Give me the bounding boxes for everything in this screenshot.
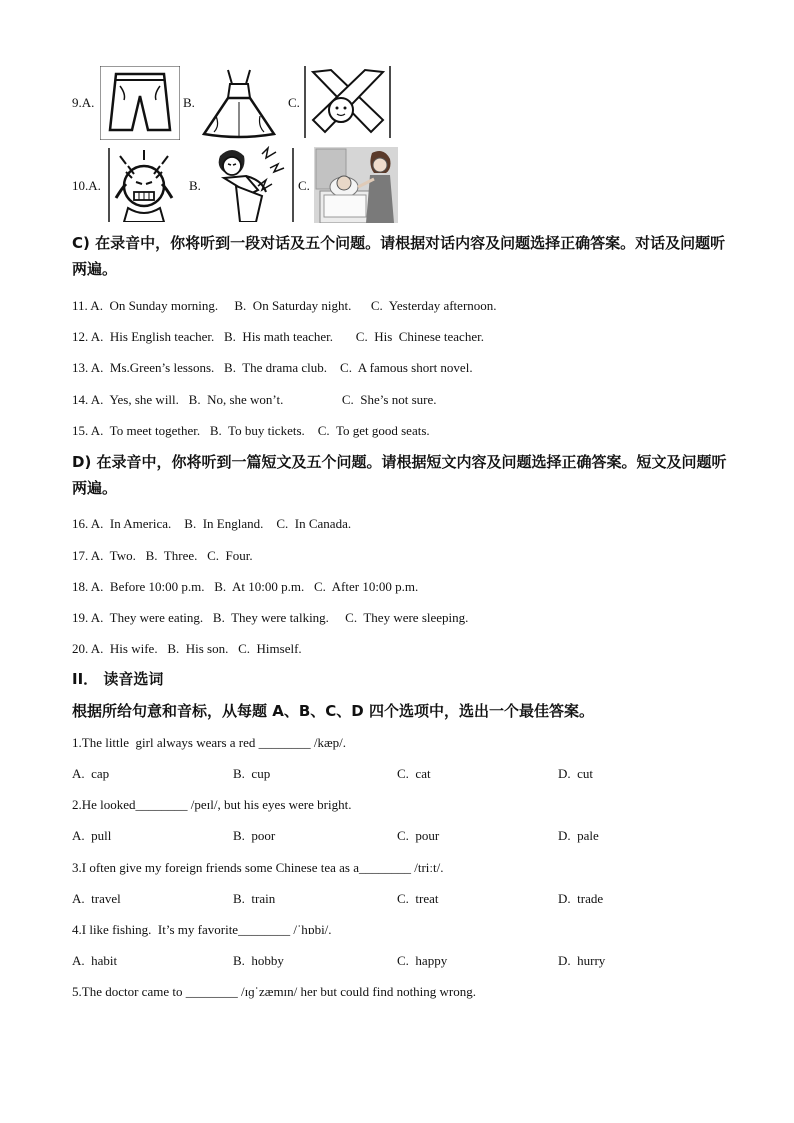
q9b-label: B. <box>183 95 195 110</box>
q9-label: 9.A. <box>72 95 95 110</box>
phonetic-q2-option-a: A. pull <box>72 828 112 843</box>
phonetic-q1-option-d: D. cut <box>558 766 594 781</box>
phonetic-q5-stem: 5.The doctor came to ________ /ɪɡˈzæmɪn/ her but could find nothing wrong. <box>72 984 477 999</box>
section-d-heading: D) 在录音中，你将听到一篇短文及五个问题。请根据短文内容及问题选择正确答案。短文及问题听两遍。 <box>72 453 727 497</box>
question-11: 11. A. On Sunday morning. B. On Saturday night. C. Yesterday afternoon. <box>72 298 497 313</box>
backache-woman-icon <box>206 146 296 222</box>
question-12: 12. A. His English teacher. B. His math teacher. C. His Chinese teacher. <box>72 329 484 344</box>
phonetic-q3-option-c: C. treat <box>397 891 439 906</box>
question-15: 15. A. To meet together. B. To buy tickets. C. To get good seats. <box>72 423 430 438</box>
q9c-label: C. <box>288 95 300 110</box>
scarf-icon <box>303 66 393 138</box>
phonetic-q2-option-c: C. pour <box>397 828 440 843</box>
phonetic-q1-option-b: B. cup <box>233 766 271 781</box>
section-ii-title: II． 读音选词 <box>72 670 164 688</box>
phonetic-q4-option-c: C. happy <box>397 953 448 968</box>
q10b-label: B. <box>189 178 201 193</box>
phonetic-q3-option-b: B. train <box>233 891 276 906</box>
shorts-icon <box>100 66 180 140</box>
phonetic-q3-stem: 3.I often give my foreign friends some Chinese tea as a________ /triːt/. <box>72 860 444 875</box>
q10-label: 10.A. <box>72 178 101 193</box>
headache-boy-icon <box>106 148 180 222</box>
section-ii-instruction: 根据所给句意和音标，从每题 A、B、C、D 四个选项中，选出一个最佳答案。 <box>72 702 594 720</box>
phonetic-q1-option-a: A. cap <box>72 766 110 781</box>
phonetic-q3-option-a: A. travel <box>72 891 121 906</box>
q10c-label: C. <box>298 178 310 193</box>
question-20: 20. A. His wife. B. His son. C. Himself. <box>72 641 302 656</box>
question-18: 18. A. Before 10:00 p.m. B. At 10:00 p.m. C. After 10:00 p.m. <box>72 579 419 594</box>
phonetic-q2-option-d: D. pale <box>558 828 599 843</box>
question-16: 16. A. In America. B. In England. C. In Canada. <box>72 516 352 531</box>
dress-icon <box>198 66 280 140</box>
phonetic-q4-stem: 4.I like fishing. It’s my favorite________ /ˈhɒbi/. <box>72 922 332 937</box>
phonetic-q1-stem: 1.The little girl always wears a red ________ /kæp/. <box>72 735 347 750</box>
question-14: 14. A. Yes, she will. B. No, she won’t. C. She’s not sure. <box>72 392 437 407</box>
phonetic-q4-option-b: B. hobby <box>233 953 284 968</box>
phonetic-q2-stem: 2.He looked________ /peɪl/, but his eyes were bright. <box>72 797 352 812</box>
phonetic-q3-option-d: D. trade <box>558 891 604 906</box>
question-19: 19. A. They were eating. B. They were talking. C. They were sleeping. <box>72 610 469 625</box>
phonetic-q1-option-c: C. cat <box>397 766 431 781</box>
phonetic-q2-option-b: B. poor <box>233 828 276 843</box>
question-17: 17. A. Two. B. Three. C. Four. <box>72 548 253 563</box>
section-c-heading: C) 在录音中，你将听到一段对话及五个问题。请根据对话内容及问题选择正确答案。对话及问题听两遍。 <box>72 234 726 278</box>
question-13: 13. A. Ms.Green’s lessons. B. The drama club. C. A famous short novel. <box>72 360 473 375</box>
phonetic-q4-option-a: A. habit <box>72 953 118 968</box>
phonetic-q4-option-d: D. hurry <box>558 953 606 968</box>
sick-in-bed-icon <box>314 147 398 223</box>
